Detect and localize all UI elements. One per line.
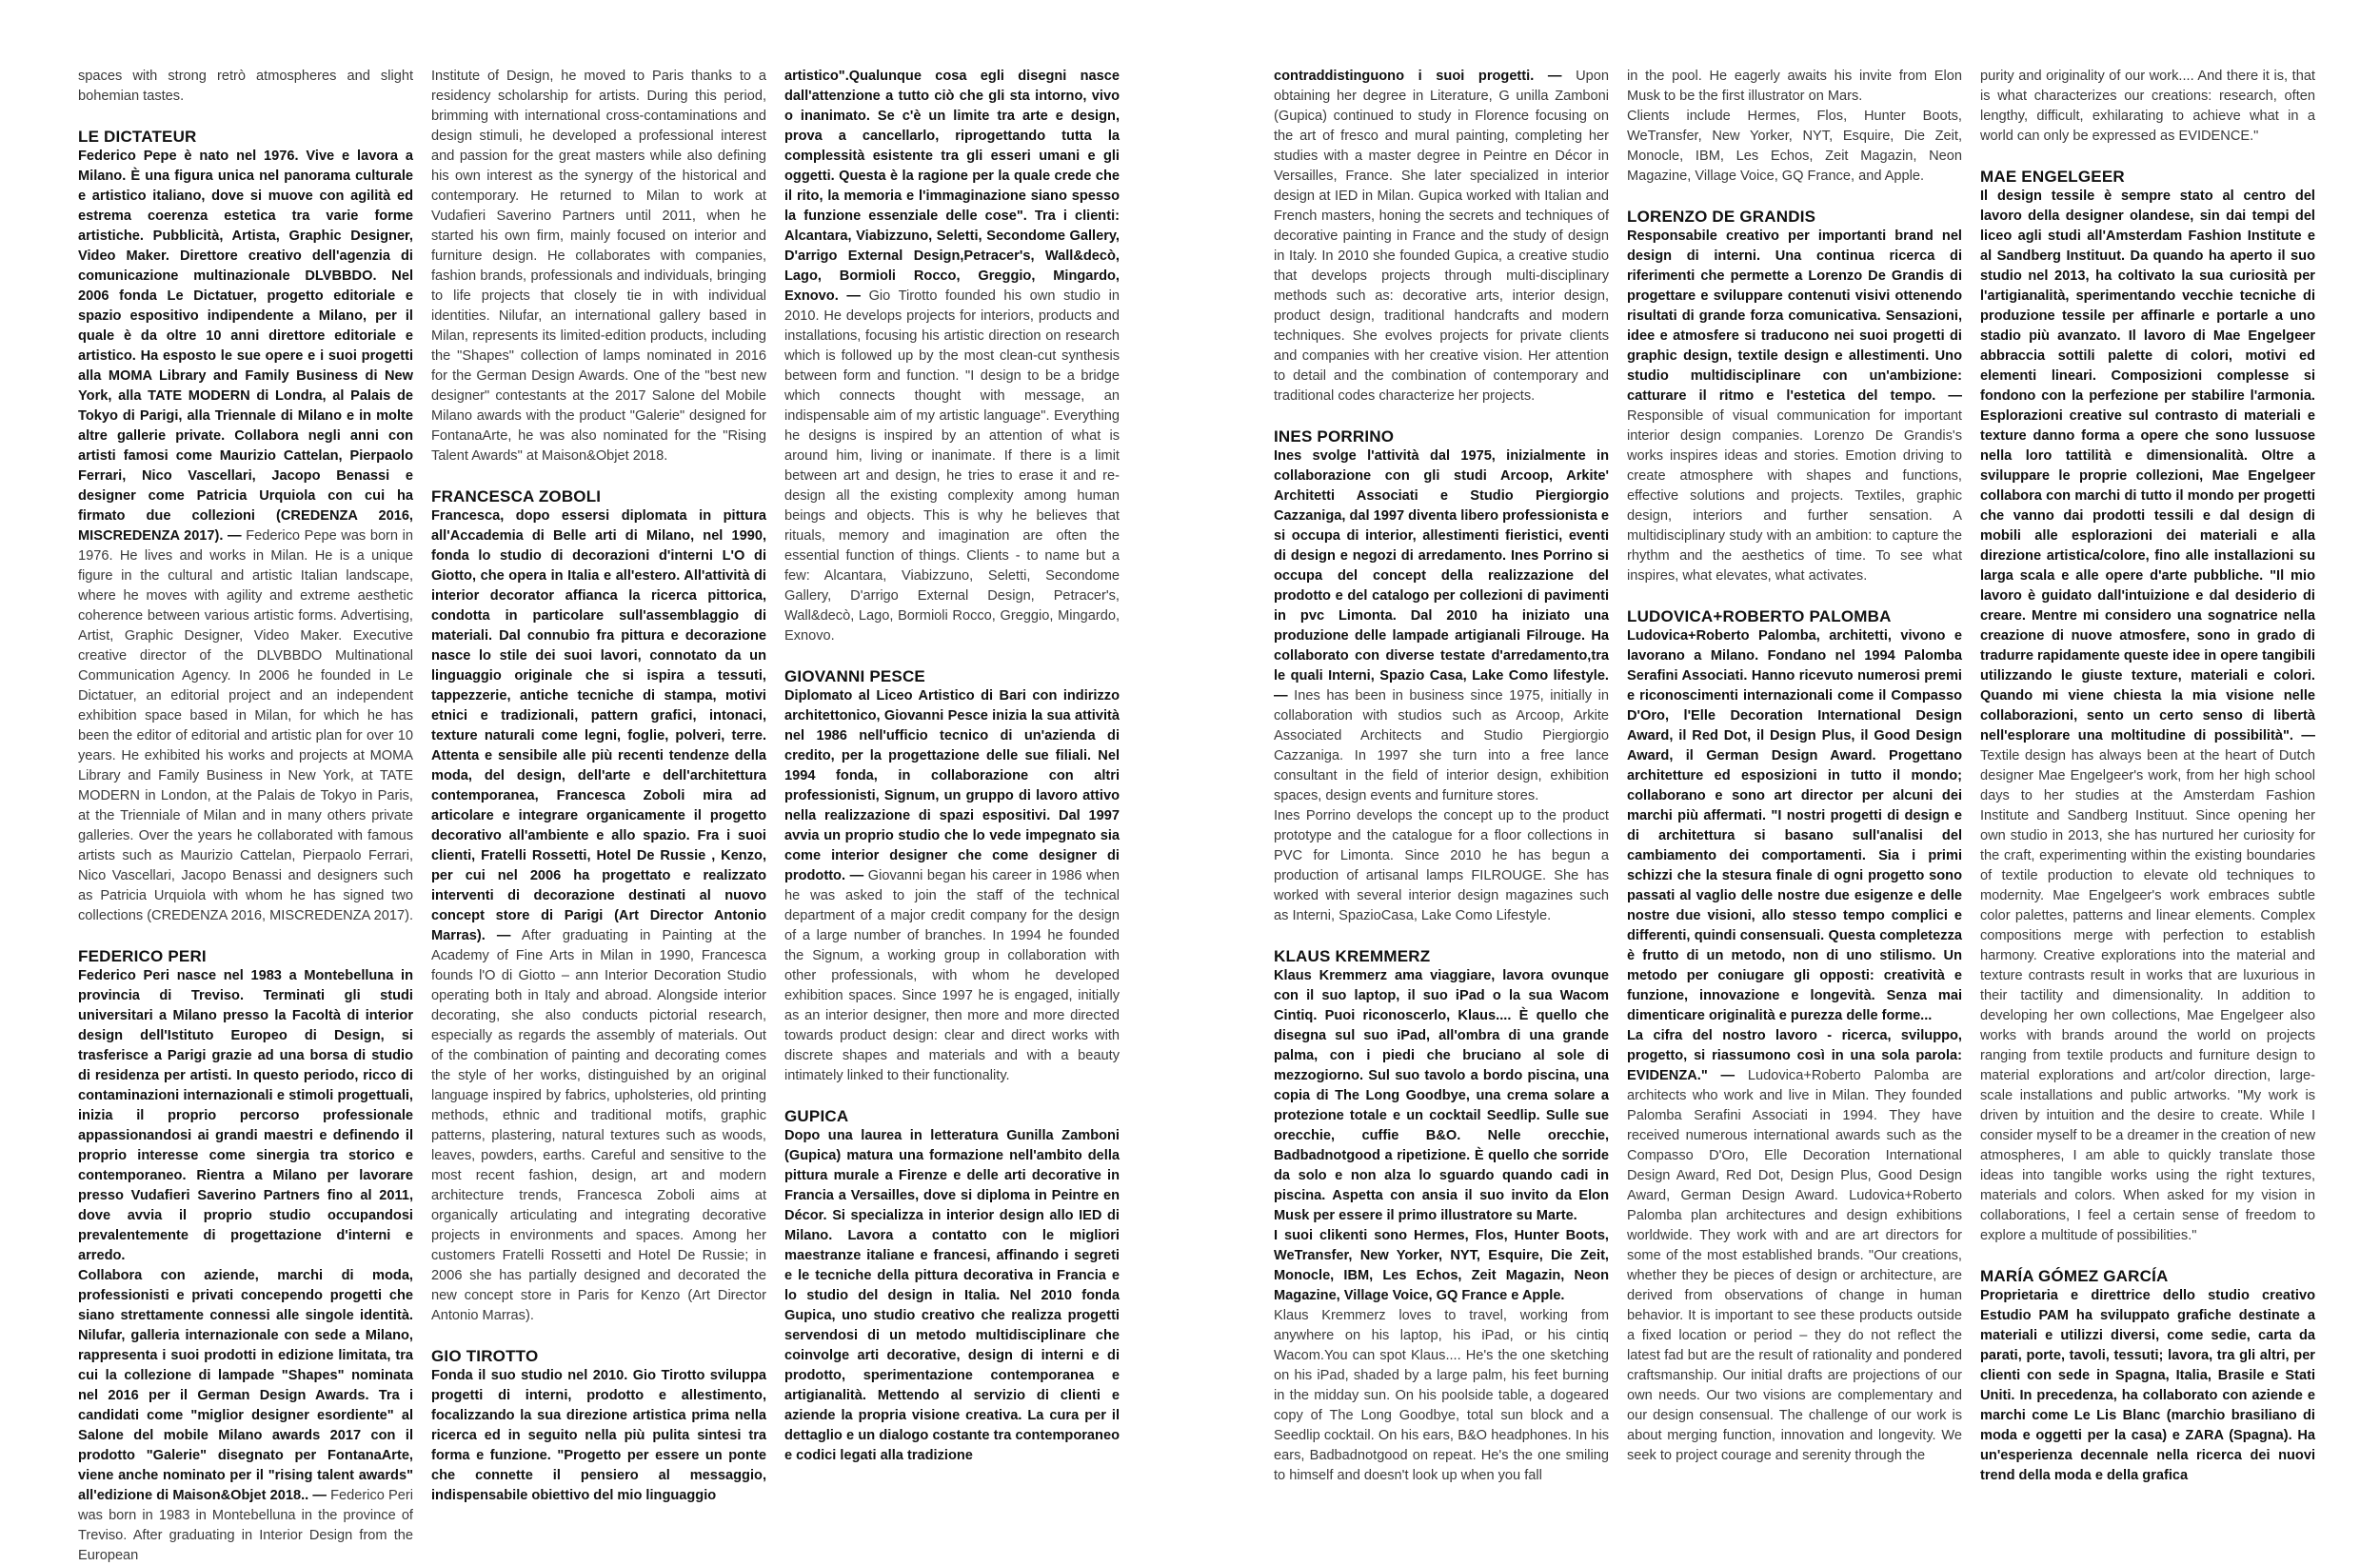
italian-text: Ines svolge l'attività dal 1975, inizialmente in collaborazione con gli studi Arcoop, Arkite' Architetti Associati e Studio Piergiorgio Cazzaniga, dal 1997 diventa libero professionista e si occupa di interior, allestimenti fieristici, eventi di design e negozi di arredamento. Ines Porrino si occupa del concept della realizzazione del prodotto e del catalogo per collezioni di pavimenti in pvc Limonta. Dal 2010 ha iniziato una produzione delle lampade artigianali Filrouge. Ha collaborato con diverse testate d'arredamento,tra le quali Interni, Spazio Casa, Lake Como lifestyle. — <box>1274 448 1609 704</box>
bio-paragraph <box>431 1366 766 1506</box>
column-2 <box>431 67 766 1503</box>
english-text: Giovanni began his career in 1986 when he was asked to join the staff of the technical department of a major credit company for the design of a large number of branches. In 1994 he founded the Signum, a working group in collaboration with other professionals, with whom he developed exhibition spaces. Since 1997 he is engaged, initially as an interior designer, then more and more directed towards product design: clear and direct works with discrete shapes and materials and with a beauty intimately linked to their functionality. <box>784 868 1120 1083</box>
bio-paragraph <box>784 1126 1120 1466</box>
english-text: Ines has been in business since 1975, initially in collaboration with studios such as Arcoop, Arkite Associated Architects and Studio Piergiorgio Cazzaniga. In 1997 she turn into a free lance consultant in the field of interior design, exhibition spaces, design events and furniture stores. <box>1274 688 1609 803</box>
column-6 <box>1980 67 2315 1485</box>
section-title: INES PORRINO <box>1274 427 1395 446</box>
italian-text: Proprietaria e direttrice dello studio creativo Estudio PAM ha sviluppato grafiche destinate a materiali e utilizzi diversi, come sedie, carta da parati, porte, tavoli, tessuti; lavora, tra gli altri, per clienti con sede in Spagna, Italia, Brasile e Stati Uniti. In precedenza, ha collaborato con aziende e marchi come Le Lis Blanc (marchio brasiliano di moda e oggetti per la casa) e ZARA (Spagna). Ha un'esperienza decennale nella ricerca dei nuovi trend della moda e della grafica <box>1980 1288 2315 1483</box>
continued-text: purity and originality of our work.... And there it is, that is what characterizes our creations: research, often lengthy, difficult, exhilarating to achieve what in a world can only be expressed as EVIDENCE." <box>1980 69 2315 144</box>
continued-text: Institute of Design, he moved to Paris thanks to a residency scholarship for artists. During this period, brimming with international cross-contaminations and design stimuli, he developed a professional interest and passion for the great masters while also defining his own interest as the synergy of the historical and contemporary. He returned to Milan to work at Vudafieri Saverino Partners until 2011, when he started his own firm, mainly focused on interior and furniture design. He collaborates with companies, fashion brands, professionals and individuals, bringing to life projects that closely tie in with individual identities. Nilufar, an international gallery based in Milan, represents its limited-edition products, including the "Shapes" collection of lamps nominated in 2016 for the German Design Awards. One of the "best new designer" contestants at the 2017 Salone del Mobile Milano awards with the product "Galerie" designed for FontanaArte, he was also nominated for the "Rising Talent Awards" at Maison&Objet 2018. <box>431 69 766 464</box>
section-title: KLAUS KREMMERZ <box>1274 947 1431 965</box>
english-text: Federico Pepe was born in 1976. He lives and works in Milan. He is a unique figure in the cultural and artistic Italian landscape, where he moves with agility and extreme aesthetic coherence between various artistic forms. Advertising, Artist, Graphic Designer, Video Maker. Executive creative director of the DLVBBDO Multinational Communication Agency. In 2006 he founded in Le Dictatuer, an editorial project and an independent exhibition space based in Milan, for which he has been the editor of editorial and artistic plan for over 10 years. He exhibited his works and projects at MOMA Library and Family Business in New York, at TATE MODERN in London, at the Palais de Tokyo in Paris, at the Trienniale of Milan and in many others private galleries. Over the years he collaborated with famous artists such as Maurizio Cattelan, Pierpaolo Ferrari, Nico Vascellari, Jacopo Benassi and designers such as Patricia Urquiola with whom he has signed two collections (CREDENZA 2016, MISCREDENZA 2017). <box>78 528 413 923</box>
english-text: Responsible of visual communication for important interior design companies. Lorenzo De Grandis's works inspires ideas and stories. Emotion driving to create atmosphere with shapes and functions, effective solutions and projects. Textiles, graphic design, interiors and further sensation. A multidisciplinary study with an ambition: to capture the rhythm and the aesthetics of time. To see what inspires, what elevates, what activates. <box>1627 408 1962 584</box>
italian-text: Collabora con aziende, marchi di moda, professionisti e privati concependo progetti che siano strettamente connessi alle singole identità. Nilufar, galleria internazionale con sede a Milano, rappresenta i suoi prodotti in edizione limitata, tra cui la collezione di lampade "Shapes" nominata nel 2016 per il German Design Awards. Tra i candidati come "miglior designer esordiente" al Salone del mobile Milano awards 2017 con il prodotto "Galerie" disegnato per FontanaArte, viene anche nominato per il "rising talent awards" all'edizione di Maison&Objet 2018.. — <box>78 1268 413 1503</box>
bio-paragraph <box>784 686 1120 1086</box>
continued-text: spaces with strong retrò atmospheres and slight bohemian tastes. <box>78 69 413 104</box>
italian-text: Diplomato al Liceo Artistico di Bari con indirizzo architettonico, Giovanni Pesce inizia la sua attività nel 1986 nell'ufficio tecnico di un'azienda di credito, per la progettazione delle sue filiali. Nel 1994 fonda, in collaborazione con altri professionisti, Signum, un gruppo di lavoro attivo nella realizzazione di spazi espositivi. Dal 1997 avvia un proprio studio che lo vede impegnato sia come interior designer che come designer di prodotto. — <box>784 688 1120 883</box>
column-1 <box>78 67 413 1563</box>
italian-text: Francesca, dopo essersi diplomata in pittura all'Accademia di Belle arti di Milano, nel 1990, fonda lo studio di decorazioni d'interni L'O di Giotto, che opera in Italia e all'estero. All'attività di interior decorator affianca la ricerca pittorica, condotta in particolare sull'assemblaggio di materiali. Dal connubio fra pittura e decorazione nasce lo stile dei suoi lavori, connotato da un linguaggio originale che si ispira a tessuti, tappezzerie, antiche tecniche di stampa, motivi etnici e tradizionali, pattern grafici, intonaci, texture naturali come legni, foglie, polveri, terre. Attenta e sensibile alle più recenti tendenze della moda, del design, dell'arte e dell'architettura contemporanea, Francesca Zoboli mira ad articolare e integrare organicamente il progetto decorativo all'ambiente e allo spazio. Fra i suoi clienti, Fratelli Rossetti, Hotel De Russie , Kenzo, per cui nel 2006 ha progettato e realizzato interventi di decorazione destinati al nuovo concept store di Parigi (Art Director Antonio Marras). — <box>431 508 766 943</box>
italian-text: Dopo una laurea in letteratura Gunilla Zamboni (Gupica) matura una formazione nell'ambito della pittura murale a Firenze e delle arti decorative in Francia a Versailles, dove si diploma in Peintre en Décor. Si specializza in interior design allo IED di Milano. Lavora a contatto con le migliori maestranze italiane e francesi, affinando i segreti e le tecniche della pittura decorativa in Francia e lo studio del design in Italia. Nel 2010 fonda Gupica, uno studio creativo che realizza progetti servendosi di un metodo multidisciplinare che coinvolge arti decorative, design di interni e di prodotto, sperimentazione contemporanea e artigianalità. Mettendo al servizio di clienti e aziende la propria visione creativa. La cura per il dettaglio e un dialogo costante tra contemporaneo e codici legati alla tradizione <box>784 1128 1120 1463</box>
english-text: Textile design has always been at the heart of Dutch designer Mae Engelgeer's work, from her high school days to her studies at the Amsterdam Fashion Institute and Sandberg Instituut. Since opening her own studio in 2013, she has nurtured her curiosity for the craft, experimenting within the existing boundaries of textile production to elevate old techniques to modernity. Mae Engelgeer's work embraces subtle color palettes, patterns and linear elements. Complex compositions merge with perfection to establish harmony. Creative explorations into the material and texture contrasts result in works that are luxurious in their tactility and dimensionality. In addition to developing her own collections, Mae Engelgeer also works with brands around the world on projects ranging from textile products and furniture design to material explorations and art/color direction, large-scale installations and public artworks. "My work is driven by intuition and the desire to create. While I consider myself to be a dreamer in the creation of new atmospheres, I am able to quickly translate those ideas into tangible works using the right textures, materials and colors. When asked for my vision in collaborations, I feel a certain sense of freedom to explore a multitude of possibilities." <box>1980 748 2315 1243</box>
bio-paragraph <box>1274 67 1609 406</box>
english-text: After graduating in Painting at the Academy of Fine Arts in Milan in 1990, Francesca founds l'O di Giotto – ann Interior Decoration Studio operating both in Italy and abroad. Alongside interior decorating, she also conducts pictorial research, especially as regards the assembly of materials. Out of the combination of painting and decorating comes the style of her works, distinguished by an original language inspired by fabrics, upholsteries, old printing methods, ethnic and traditional motifs, graphic patterns, plastering, natural textures such as woods, leaves, powders, earths. Careful and sensitive to the most recent fashion, design, art and modern architecture trends, Francesca Zoboli aims at organically articulating and integrating decorative projects in environments and spaces. Among her customers Fratelli Rossetti and Hotel De Russie; in 2006 she has partially designed and decorated the new concept store in Paris for Kenzo (Art Director Antonio Marras). <box>431 928 766 1323</box>
english-text: Federico Peri was born in 1983 in Montebelluna in the province of Treviso. After graduating in Interior Design from the European <box>78 1488 413 1563</box>
section-title: GIOVANNI PESCE <box>784 667 925 685</box>
italian-text: Ludovica+Roberto Palomba, architetti, vivono e lavorano a Milano. Fondano nel 1994 Palomba Serafini Associati. Hanno ricevuto numerosi premi e riconoscimenti internazionali come il Compasso D'Oro, l'Elle Decoration International Design Award, il Red Dot, il Design Plus, il Good Design Award, il German Design Award. Progettano architetture ed esposizioni in tutto il mondo; collaborano e sono art director per alcuni dei marchi più affermati. "I nostri progetti di design e di architettura si basano sull'analisi del cambiamento dei comportamenti. Sia i primi schizzi che la stesura finale di ogni progetto sono passati al vaglio delle nostre due esigenze e delle nostre due visioni, allo stesso tempo complici e differenti, quindi consensuali. Questa completezza è frutto di un metodo, non di uno stilismo. Un metodo per coniugare gli opposti: creatività e funzione, innovazione e longevità. Senza mai dimenticare originalità e purezza delle forme... <box>1627 628 1962 1023</box>
italian-text: contraddistinguono i suoi progetti. — <box>1274 69 1562 84</box>
column-4 <box>1274 67 1609 1485</box>
section-title: GUPICA <box>784 1107 849 1125</box>
italian-text: Fonda il suo studio nel 2010. Gio Tirotto sviluppa progetti di interni, prodotto e allestimento, focalizzando la sua direzione artistica prima nella ricerca ed in seguito nella più pulita sintesi tra forma e funzione. "Progetto per essere un ponte che connette il pensiero al messaggio, indispensabile obiettivo del mio linguaggio <box>431 1368 766 1503</box>
bio-paragraph <box>78 966 413 1266</box>
italian-text: Il design tessile è sempre stato al centro del lavoro della designer olandese, sin dai tempi del liceo agli studi all'Amsterdam Fashion Institute e al Sandberg Instituut. Da quando ha aperto il suo studio nel 2013, ha coltivato la sua curiosità per l'artigianalità, sperimentando vecchie tecniche di produzione tessile per affinarle e portarle a uno stadio più avanzato. Il lavoro di Mae Engelgeer abbraccia sottili palette di colori, motivi ed elementi lineari. Composizioni complesse si fondono con la perfezione per stabilire l'armonia. Esplorazioni creative sul contrasto di materiali e texture danno forma a opere che sono lussuose nella loro tattilità e dimensionalità. Oltre a sviluppare le proprie collezioni, Mae Engelgeer collabora con marchi di tutto il mondo per progetti che vanno dai prodotti tessili e dal design di mobili alle esplorazioni dei materiali e alla direzione artistica/colore, fino alle installazioni su larga scala e alle opere d'arte pubbliche. "Il mio lavoro è guidato dall'intuizione e dal desiderio di creare. Mentre mi considero una sognatrice nella creazione di nuove atmosfere, sono in grado di tradurre rapidamente queste idee in opere tangibili utilizzando le giuste texture, materiali e colori. Quando mi viene chiesta la mia visione nelle collaborazioni, sento un certo senso di libertà nell'esplorare una moltitudine di possibilità". — <box>1980 188 2315 743</box>
bio-paragraph <box>1980 1286 2315 1486</box>
bio-paragraph <box>1627 626 1962 1026</box>
english-text: Upon obtaining her degree in Literature, G unilla Zamboni (Gupica) continued to study in Florence focusing on the art of fresco and mural painting, completing her studies with a master degree in Peintre en Décor in Versailles, France. She later specialized in interior design at IED in Milan. Gupica worked with Italian and French masters, honing the secrets and techniques of decorative painting in France and the study of design in Italy. In 2010 she founded Gupica, a creative studio that develops projects through multi-disciplinary methods such as: decorative arts, interior design, product design, traditional handcrafts and modern techniques. She evolves projects for private clients and companies with her creative vision. Her attention to detail and the combination of contemporary and traditional codes characterize her projects. <box>1274 69 1609 404</box>
italian-text: Federico Pepe è nato nel 1976. Vive e lavora a Milano. È una figura unica nel panorama culturale e artistico italiano, dove si muove con agilità ed estrema coerenza estetica tra varie forme artistiche. Pubblicità, Artista, Graphic Designer, Video Maker. Direttore creativo dell'agenzia di comunicazione multinazionale DLVBBDO. Nel 2006 fonda Le Dictatuer, progetto editoriale e spazio espositivo indipendente a Milano, per il quale è da oltre 10 anni direttore editoriale e artistico. Ha esposto le sue opere e i suoi progetti alla MOMA Library and Family Business di New York, alla TATE MODERN di Londra, al Palais de Tokyo di Parigi, alla Triennale di Milano e in molte altre gallerie private. Collabora negli anni con artisti famosi come Maurizio Cattelan, Pierpaolo Ferrari, Nico Vascellari, Jacopo Benassi e designer come Patricia Urquiola con cui ha firmato due collezioni (CREDENZA 2016, MISCREDENZA 2017). — <box>78 149 413 544</box>
english-text: Ines Porrino develops the concept up to the product prototype and the catalogue for a floor collections in PVC for Limonta. Since 2010 he has begun a production of artisanal lamps FILROUGE. She has worked with several interior design magazines such as Interni, SpazioCasa, Lake Como Lifestyle. <box>1274 808 1609 923</box>
english-text: Klaus Kremmerz loves to travel, working from anywhere on his laptop, his iPad, or his cintiq Wacom.You can spot Klaus.... He's the one sketching on his iPad, shaded by a large palm, his feet burning in the midday sun. On his poolside table, a dogeared copy of The Long Goodbye, total sun block and a Seedlip cocktail. On his ears, B&O headphones. In his ears, Badbadnotgood on repeat. He's the one smiling to himself and doesn't look up when you fall <box>1274 1308 1609 1483</box>
italian-text: I suoi clikenti sono Hermes, Flos, Hunter Boots, WeTransfer, New Yorker, NYT, Esquire, Die Zeit, Monocle, IBM, Les Echos, Zeit Magazin, Neon Magazine, Village Voice, GQ France e Apple. <box>1274 1228 1609 1303</box>
column-3 <box>784 67 1120 1485</box>
bio-paragraph <box>1627 227 1962 586</box>
section-title: FEDERICO PERI <box>78 947 207 965</box>
section-title: GIO TIROTTO <box>431 1347 539 1365</box>
section-title: MARÍA GÓMEZ GARCÍA <box>1980 1267 2169 1285</box>
bio-paragraph <box>431 506 766 1326</box>
bio-paragraph <box>1274 446 1609 806</box>
section-title: FRANCESCA ZOBOLI <box>431 487 602 505</box>
italian-text: artistico".Qualunque cosa egli disegni nasce dall'attenzione a tutto ciò che gli sta intorno, vivo o inanimato. Se c'è un limite tra arte e design, prova a cancellarlo, riprogettando tutta la complessità esistente tra gli esseri umani e gli oggetti. Questa è la ragione per la quale crede che il rito, la memoria e l'immaginazione siano spesso la funzione essenziale delle cose". Tra i clienti: Alcantara, Viabizzuno, Seletti, Secondome Gallery, D'arrigo External Design,Petracer's, Wall&decò, Lago, Bormioli Rocco, Greggio, Mingardo, Exnovo. — <box>784 69 1120 304</box>
bio-paragraph <box>1274 1226 1609 1306</box>
section-title: LE DICTATEUR <box>78 128 197 146</box>
bio-paragraph <box>1627 1026 1962 1466</box>
bio-paragraph <box>1980 187 2315 1246</box>
italian-text: Klaus Kremmerz ama viaggiare, lavora ovunque con il suo laptop, il suo iPad o la sua Wacom Cintiq. Puoi riconoscerlo, Klaus.... È quello che disegna sul suo iPad, all'ombra di una grande palma, con i piedi che bruciano al sole di mezzogiorno. Sul suo tavolo a bordo piscina, una copia di The Long Goodbye, una crema solare a protezione totale e un cocktail Seedlip. Sulle sue orecchie, cuffie B&O. Nelle orecchie, Badbadnotgood a ripetizione. È quello che sorride da solo e non alza lo sguardo quando cadi in piscina. Aspetta con ansia il suo invito da Elon Musk per essere il primo illustratore su Marte. <box>1274 968 1609 1223</box>
section-title: LUDOVICA+ROBERTO PALOMBA <box>1627 607 1892 625</box>
italian-text: La cifra del nostro lavoro - ricerca, sviluppo, progetto, si riassumono così in una sola parola: EVIDENZA." — <box>1627 1028 1962 1083</box>
english-text: Ludovica+Roberto Palomba are architects who work and live in Milan. They founded Palomba Serafini Associati in 1994. They have received numerous international awards such as the Compasso D'Oro, Elle Decoration International Design Award, Red Dot, Design Plus, Good Design Award, German Design Award. Ludovica+Roberto Palomba plan architectures and design exhibitions worldwide. They work with and are art directors for some of the most established brands. "Our creations, whether they be pieces of design or architecture, are derived from observations of change in human behavior. It is important to see these products outside a fixed location or period – they do not reflect the latest fad but are the result of rationality and pondered craftsmanship. Our initial drafts are projections of our own needs. Our two visions are complementary and our design consensual. The challenge of our work is about merging function, innovation and longevity. We seek to project courage and serenity through the <box>1627 1068 1962 1463</box>
italian-text: Responsabile creativo per importanti brand nel design di interni. Una continua ricerca di riferimenti che permette a Lorenzo De Grandis di progettare e sviluppare contenuti visivi ottenendo risultati di grande forza comunicativa. Sensazioni, idee e atmosfere si traducono nei suoi progetti di graphic design, textile design e allestimenti. Uno studio multidisciplinare con un'ambizione: catturare il ritmo e l'estetica del tempo. — <box>1627 228 1962 404</box>
english-text: Clients include Hermes, Flos, Hunter Boots, WeTransfer, New Yorker, NYT, Esquire, Die Zeit, Monocle, IBM, Les Echos, Zeit Magazin, Neon Magazine, Village Voice, GQ France, and Apple. <box>1627 109 1962 184</box>
section-title: MAE ENGELGEER <box>1980 168 2125 186</box>
bio-paragraph <box>78 1266 413 1566</box>
continued-text: in the pool. He eagerly awaits his invite from Elon Musk to be the first illustrator on Mars. <box>1627 69 1962 104</box>
english-text: Gio Tirotto founded his own studio in 2010. He develops projects for interiors, products and installations, focusing his artistic direction on research which is followed up by the most clean-cut synthesis between form and function. "I design to be a bridge which connects thought with message, an indispensable aim of my artistic language". Everything he designs is inspired by an attention of what is around him, living or inanimate. If there is a limit between art and design, he tries to erase it and re-design all the existing complexity among human beings and objects. This is why he believes that rituals, memory and imagination are often the essential function of things. Clients - to name but a few: Alcantara, Viabizzuno, Seletti, Secondome Gallery, D'arrigo External Design, Petracer's, Wall&decò, Lago, Bormioli Rocco, Greggio, Mingardo, Exnovo. <box>784 288 1120 644</box>
column-5 <box>1627 67 1962 1485</box>
section-title: LORENZO DE GRANDIS <box>1627 208 1816 226</box>
bio-paragraph <box>1274 966 1609 1226</box>
bio-paragraph <box>78 147 413 926</box>
italian-text: Federico Peri nasce nel 1983 a Montebelluna in provincia di Treviso. Terminati gli studi universitari a Milano presso la Facoltà di interior design dell'Istituto Europeo di Design, si trasferisce a Parigi grazie ad una borsa di studio di residenza per artisti. In questo periodo, ricco di contaminazioni internazionali e stimoli progettuali, inizia il proprio percorso professionale appassionandosi ai grandi maestri e definendo il proprio interesse come sinergia tra storico e contemporaneo. Rientra a Milano per lavorare presso Vudafieri Saverino Partners fino al 2011, dove avvia il proprio studio occupandosi prevalentemente di progettazione d'interni e arredo. <box>78 968 413 1263</box>
bio-paragraph <box>784 67 1120 646</box>
